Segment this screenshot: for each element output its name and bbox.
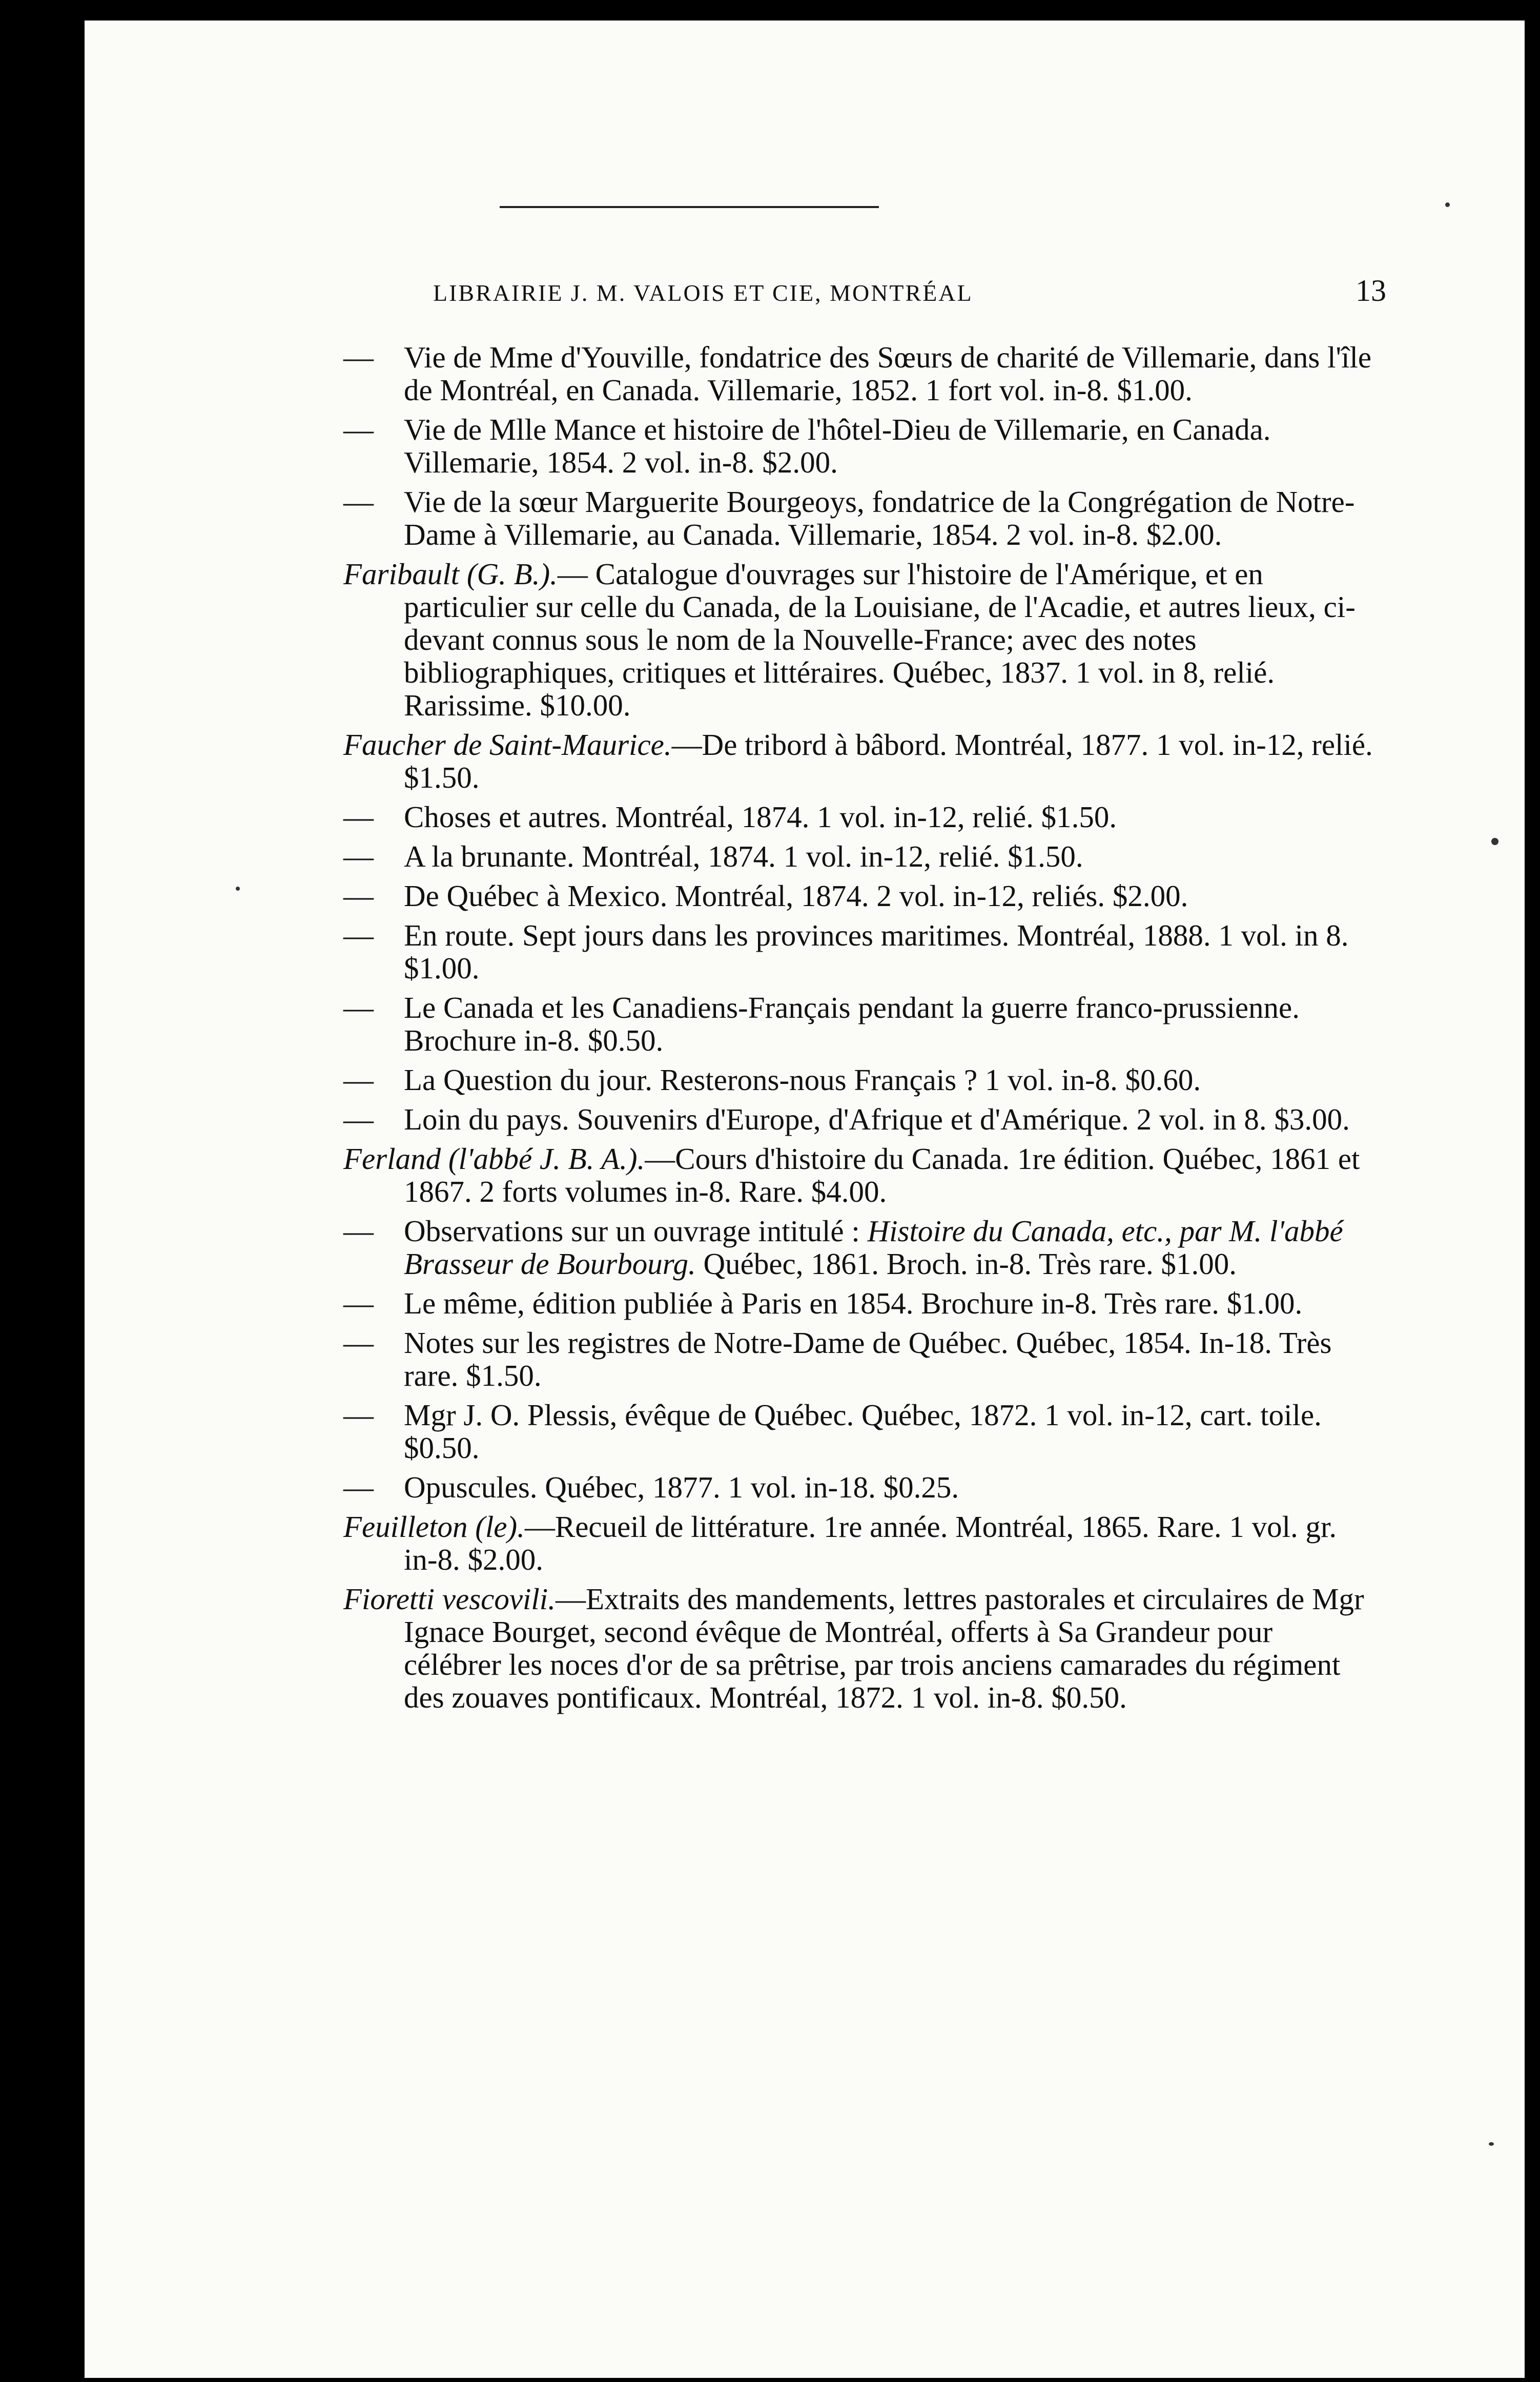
entry-dash: — [343, 485, 374, 519]
top-rule [500, 206, 879, 208]
catalogue-entry [343, 879, 1373, 912]
entry-dash: — [343, 839, 374, 873]
entry-author: Feuilleton (le). [343, 1510, 525, 1544]
entry-dash: — [343, 340, 374, 374]
print-speck [1489, 2142, 1494, 2146]
running-header [433, 274, 1386, 320]
entry-dash: — [343, 1398, 374, 1432]
catalogue-entry [343, 919, 1373, 984]
page-number: 13 [1356, 274, 1386, 307]
entry-text: —Cours d'histoire du Canada. 1re édition. Québec, 1861 et 1867. 2 forts volumes in-8. Rare. $4.00. [404, 1142, 1360, 1208]
catalogue-entry [343, 728, 1373, 794]
entry-dash: — [343, 1214, 374, 1248]
entry-italic-title: Histoire du Canada, etc., par M. l'abbé Brasseur de Bourbourg. [404, 1214, 1343, 1281]
entry-text: Opuscules. Québec, 1877. 1 vol. in-18. $0.25. [404, 1470, 959, 1504]
catalogue-entry [343, 1510, 1373, 1576]
catalogue-entry [343, 1103, 1373, 1136]
catalogue-entry [343, 1215, 1373, 1280]
entry-text: Loin du pays. Souvenirs d'Europe, d'Afrique et d'Amérique. 2 vol. in 8. $3.00. [404, 1102, 1350, 1136]
entry-text: La Question du jour. Resterons-nous Français ? 1 vol. in-8. $0.60. [404, 1063, 1201, 1097]
entry-dash: — [343, 1470, 374, 1504]
entry-dash: — [343, 1326, 374, 1360]
catalogue-entry [343, 1583, 1373, 1714]
catalogue-text [343, 341, 1373, 1720]
scanned-page [85, 20, 1525, 2378]
catalogue-entry [343, 1471, 1373, 1504]
entry-text: Observations sur un ouvrage intitulé : [404, 1214, 860, 1248]
entry-text: Vie de Mlle Mance et histoire de l'hôtel-Dieu de Villemarie, en Canada. Villemarie, 1854. 2 vol. in-8. $2.00. [404, 413, 1271, 479]
entry-author: Faribault (G. B.). [343, 557, 558, 591]
catalogue-entry [343, 1326, 1373, 1392]
entry-text: Choses et autres. Montréal, 1874. 1 vol. in-12, relié. $1.50. [404, 800, 1117, 834]
entry-dash: — [343, 1286, 374, 1320]
print-speck [1491, 838, 1498, 845]
catalogue-entry [343, 991, 1373, 1057]
catalogue-entry [343, 1287, 1373, 1320]
entry-text: A la brunante. Montréal, 1874. 1 vol. in-12, relié. $1.50. [404, 839, 1083, 873]
entry-dash: — [343, 991, 374, 1024]
catalogue-entry [343, 1142, 1373, 1208]
catalogue-entry [343, 1063, 1373, 1096]
entry-author: Ferland (l'abbé J. B. A.). [343, 1142, 645, 1176]
entry-text: Mgr J. O. Plessis, évêque de Québec. Québec, 1872. 1 vol. in-12, cart. toile. $0.50. [404, 1398, 1322, 1465]
entry-text: — Catalogue d'ouvrages sur l'histoire de l'Amérique, et en particulier sur celle du Canada, de la Louisiane, de l'Acadie, et autres lieux, ci-devant connus sous le nom de la Nouvelle-France; avec des notes bibliographiques, critiques et littéraires. Québec, 1837. 1 vol. in 8, relié. Rarissime. $10.00. [404, 557, 1356, 722]
entry-dash: — [343, 800, 374, 834]
catalogue-entry [343, 840, 1373, 873]
print-speck [1445, 202, 1450, 207]
entry-text: Notes sur les registres de Notre-Dame de Québec. Québec, 1854. In-18. Très rare. $1.50. [404, 1326, 1332, 1392]
running-title: LIBRAIRIE J. M. VALOIS ET CIE, MONTRÉAL [433, 280, 973, 306]
entry-text: Le même, édition publiée à Paris en 1854. Brochure in-8. Très rare. $1.00. [404, 1286, 1303, 1320]
entry-text-tail: Québec, 1861. Broch. in-8. Très rare. $1.00. [703, 1247, 1237, 1281]
entry-dash: — [343, 879, 374, 913]
entry-text: —De tribord à bâbord. Montréal, 1877. 1 vol. in-12, relié. $1.50. [404, 728, 1373, 794]
entry-text: —Recueil de littérature. 1re année. Montréal, 1865. Rare. 1 vol. gr. in-8. $2.00. [404, 1510, 1337, 1576]
catalogue-entry [343, 800, 1373, 833]
entry-text: —Extraits des mandements, lettres pastorales et circulaires de Mgr Ignace Bourget, second évêque de Montréal, offerts à Sa Grandeur pour célébrer les noces d'or de sa prêtrise, par trois anciens camarades du régiment des zouaves pontificaux. Montréal, 1872. 1 vol. in-8. $0.50. [404, 1582, 1364, 1714]
entry-author: Fioretti vescovili. [343, 1582, 556, 1616]
catalogue-entry [343, 485, 1373, 551]
catalogue-entry [343, 558, 1373, 722]
catalogue-entry [343, 413, 1373, 479]
entry-text: Vie de la sœur Marguerite Bourgeoys, fondatrice de la Congrégation de Notre-Dame à Villemarie, au Canada. Villemarie, 1854. 2 vol. in-8. $2.00. [404, 485, 1355, 551]
entry-dash: — [343, 413, 374, 446]
entry-author: Faucher de Saint-Maurice. [343, 728, 672, 762]
entry-text: De Québec à Mexico. Montréal, 1874. 2 vol. in-12, reliés. $2.00. [404, 879, 1188, 913]
entry-dash: — [343, 1063, 374, 1097]
entry-text: En route. Sept jours dans les provinces maritimes. Montréal, 1888. 1 vol. in 8. $1.00. [404, 918, 1349, 985]
entry-text: Le Canada et les Canadiens-Français pendant la guerre franco-prussienne. Brochure in-8. $0.50. [404, 991, 1300, 1057]
catalogue-entry [343, 341, 1373, 406]
entry-text: Vie de Mme d'Youville, fondatrice des Sœurs de charité de Villemarie, dans l'île de Montréal, en Canada. Villemarie, 1852. 1 fort vol. in-8. $1.00. [404, 340, 1372, 407]
entry-dash: — [343, 918, 374, 952]
print-speck [236, 887, 240, 891]
catalogue-entry [343, 1399, 1373, 1464]
entry-dash: — [343, 1102, 374, 1136]
